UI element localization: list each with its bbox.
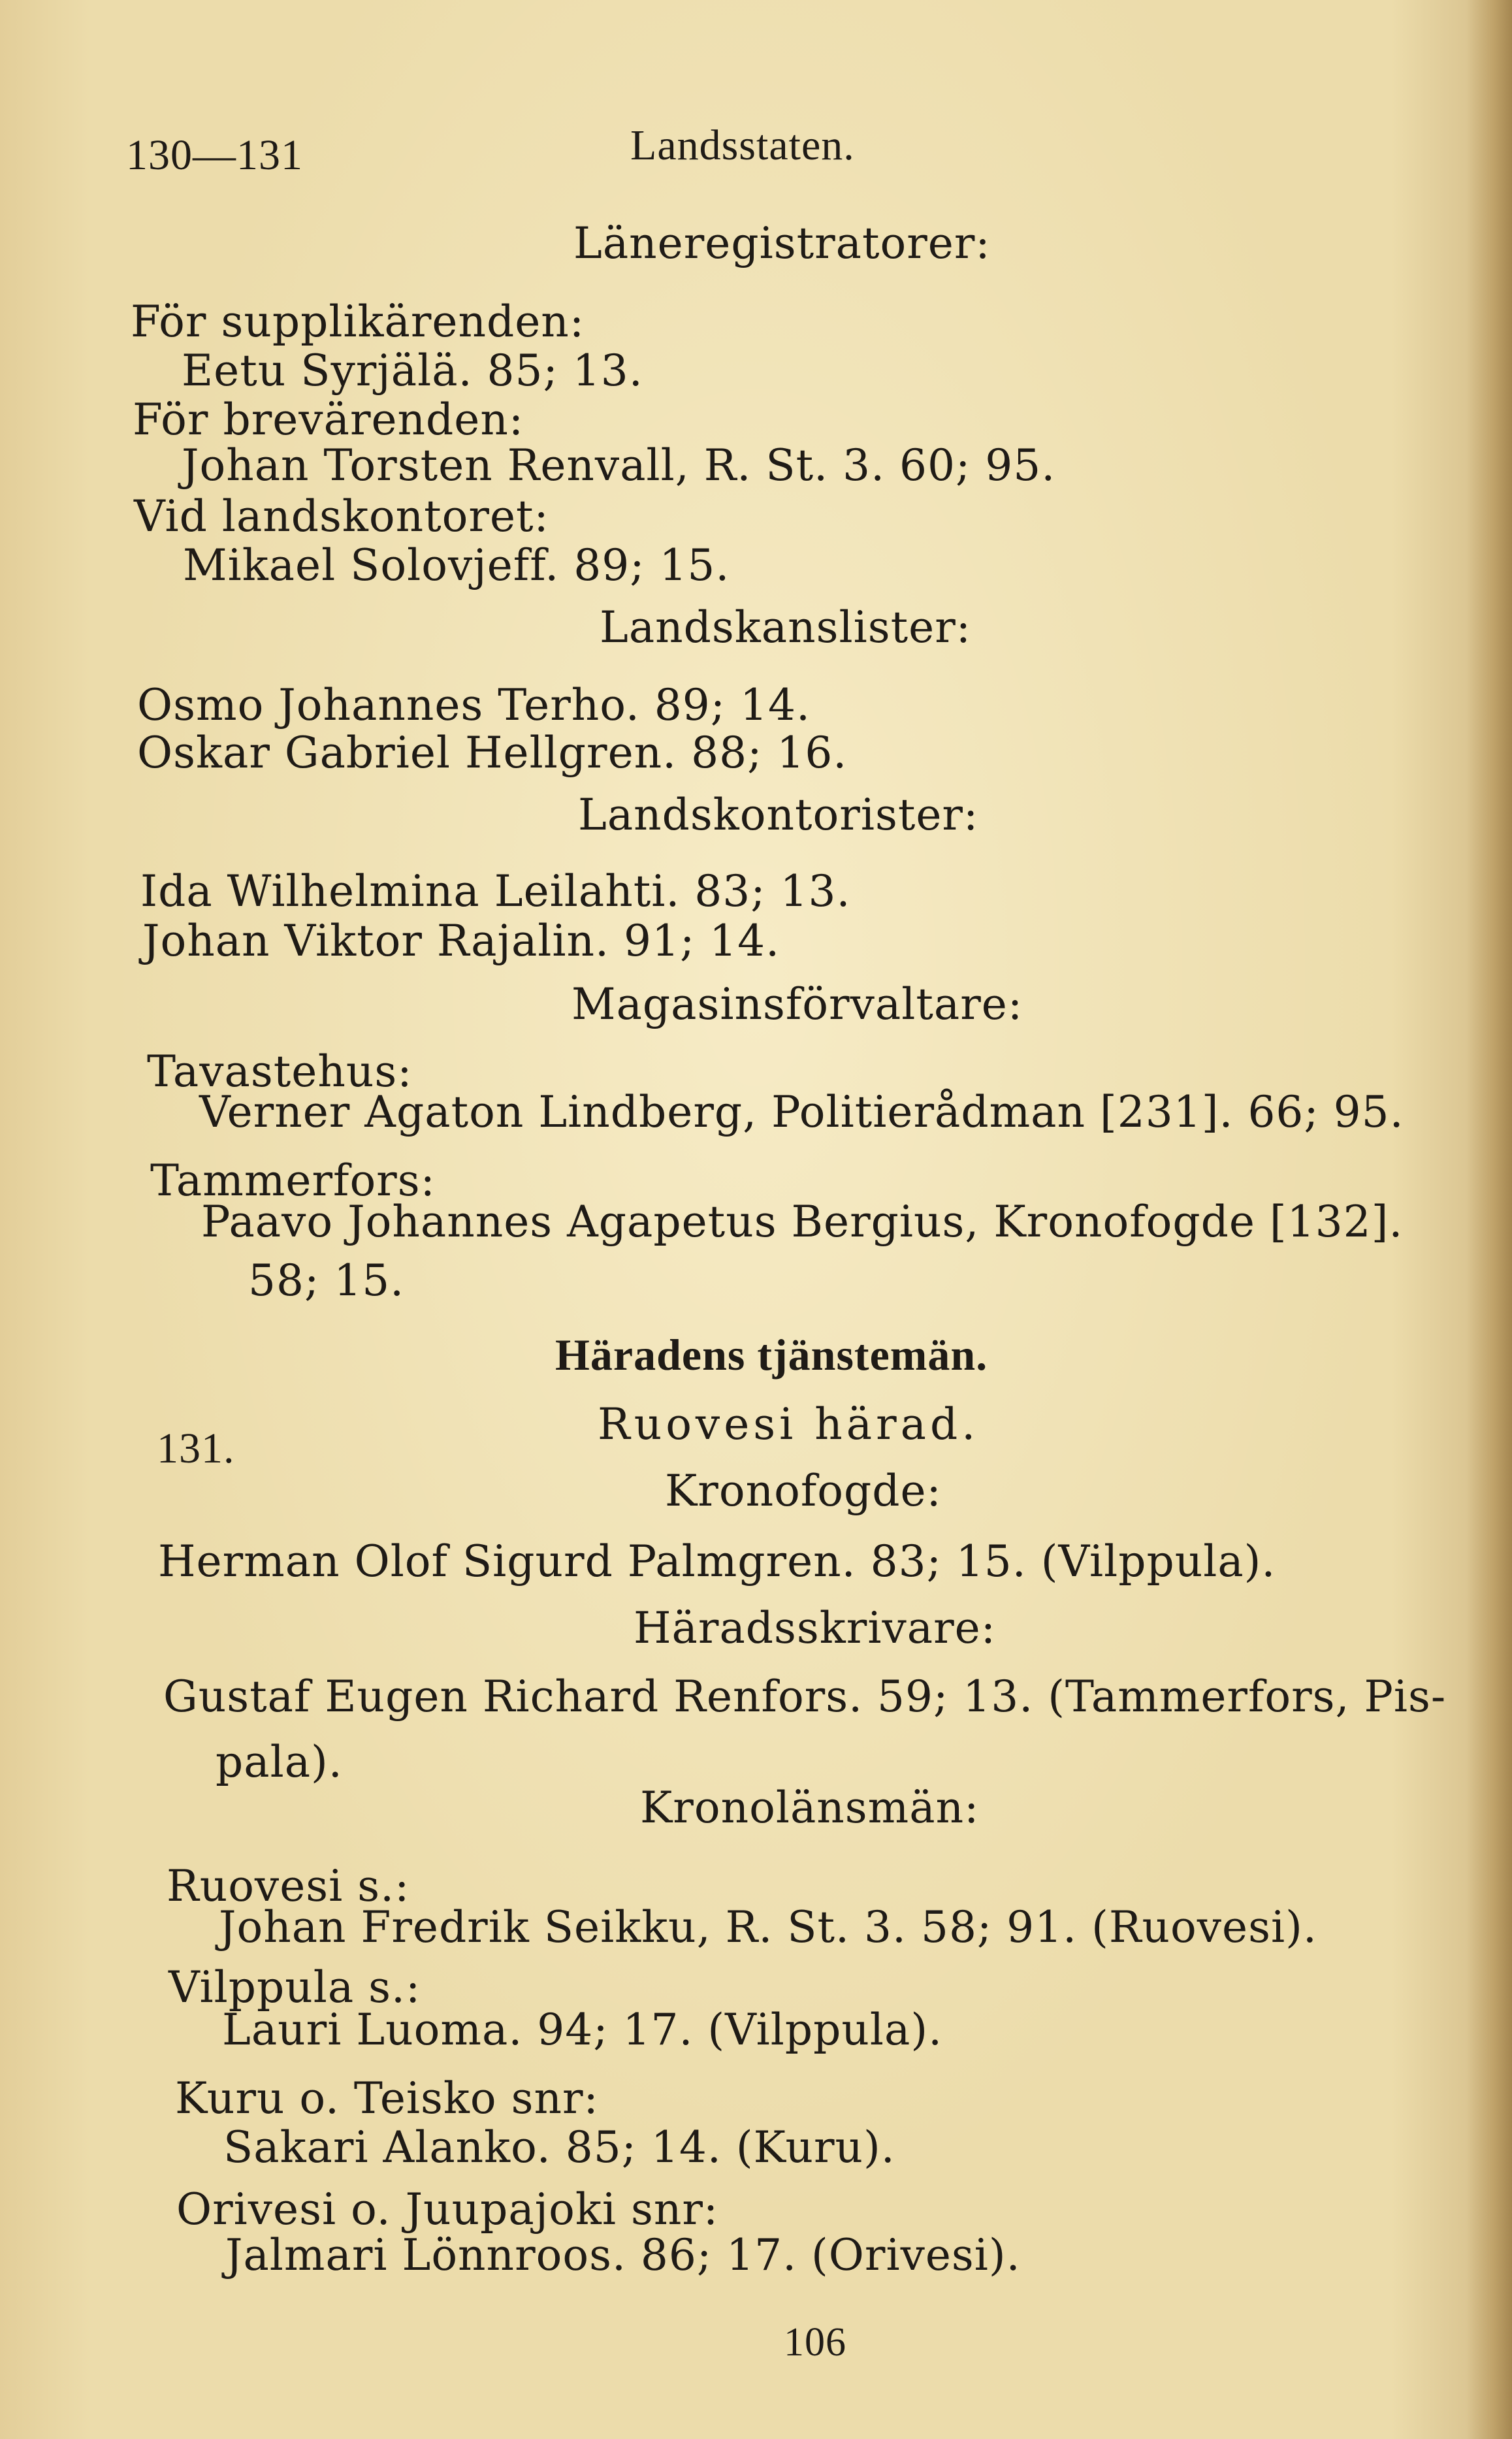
entry-lonnroos: Jalmari Lönnroos. 86; 17. (Orivesi).: [225, 2230, 1021, 2280]
entry-lindberg: Verner Agaton Lindberg, Politierådman [231]. 66; 95.: [199, 1087, 1404, 1137]
subheading-ruovesi: Ruovesi s.:: [167, 1861, 410, 1911]
page-number: 106: [784, 2320, 846, 2365]
entry-alanko: Sakari Alanko. 85; 14. (Kuru).: [223, 2122, 895, 2172]
subheading-orivesi: Orivesi o. Juupajoki snr:: [176, 2184, 719, 2235]
running-title: Landsstaten.: [630, 121, 855, 169]
harad-heading-ruovesi: Ruovesi härad.: [598, 1399, 980, 1449]
entry-bergius: Paavo Johannes Agapetus Bergius, Kronofogde [132].: [201, 1197, 1404, 1247]
entry-hellgren: Oskar Gabriel Hellgren. 88; 16.: [137, 728, 848, 778]
page-edge-shadow: [1466, 0, 1512, 2439]
subheading-landskontoret: Vid landskontoret:: [134, 491, 549, 541]
subheading-kronofogde: Kronofogde:: [665, 1466, 942, 1516]
section-heading-laneregistratorer: Läneregistratorer:: [573, 218, 991, 268]
entry-solovjeff: Mikael Solovjeff. 89; 15.: [183, 540, 730, 590]
subheading-vilppula: Vilppula s.:: [169, 1962, 421, 2012]
subheading-tavastehus: Tavastehus:: [147, 1046, 413, 1097]
entry-palmgren: Herman Olof Sigurd Palmgren. 83; 15. (Vilppula).: [158, 1536, 1276, 1587]
entry-leilahti: Ida Wilhelmina Leilahti. 83; 13.: [140, 866, 851, 916]
subheading-tammerfors: Tammerfors:: [150, 1155, 436, 1206]
subheading-kuru: Kuru o. Teisko snr:: [175, 2073, 599, 2124]
entry-rajalin: Johan Viktor Rajalin. 91; 14.: [142, 916, 780, 966]
entry-renfors: Gustaf Eugen Richard Renfors. 59; 13. (Tammerfors, Pis-: [163, 1672, 1447, 1722]
section-heading-magasinsforvaltare: Magasinsförvaltare:: [571, 979, 1023, 1029]
entry-renvall: Johan Torsten Renvall, R. St. 3. 60; 95.: [182, 440, 1056, 491]
subheading-brevarenden: För brevärenden:: [133, 395, 524, 445]
subheading-haradsskrivare: Häradsskrivare:: [634, 1603, 996, 1653]
subheading-supplikarenden: För supplikärenden:: [131, 297, 585, 347]
entry-terho: Osmo Johannes Terho. 89; 14.: [137, 680, 811, 730]
entry-luoma: Lauri Luoma. 94; 17. (Vilppula).: [222, 2005, 943, 2055]
section-number-131: 131.: [157, 1425, 235, 1472]
subheading-kronolansman: Kronolänsmän:: [640, 1783, 980, 1833]
entry-bergius-continued: 58; 15.: [248, 1255, 405, 1306]
section-heading-landskanslister: Landskanslister:: [600, 602, 971, 653]
page-range: 130—131: [126, 131, 303, 179]
entry-renfors-continued: pala).: [216, 1737, 343, 1787]
section-heading-landskontorister: Landskontorister:: [578, 790, 979, 840]
entry-syrjala: Eetu Syrjälä. 85; 13.: [182, 346, 643, 396]
section-heading-haradens-tjanstemaen: Häradens tjänstemän.: [555, 1330, 988, 1380]
entry-seikku: Johan Fredrik Seikku, R. St. 3. 58; 91. (Ruovesi).: [219, 1902, 1317, 1952]
